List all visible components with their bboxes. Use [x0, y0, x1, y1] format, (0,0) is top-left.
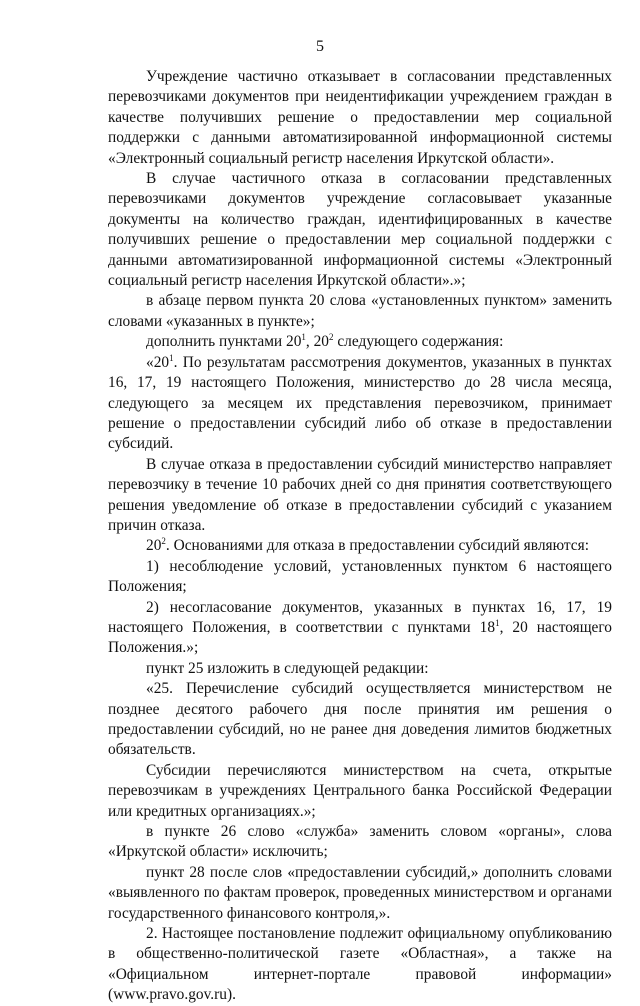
paragraph — [108, 924, 612, 1006]
paragraph — [108, 863, 612, 924]
paragraph-text: 2. Настоящее постановление подлежит официальному опубликованию в общественно-политической газете «Областная», а также на «Официальном интернет-портале правовой информации» (www.pravo.gov.ru). — [108, 925, 612, 1004]
paragraph — [108, 169, 612, 291]
superscript: 2 — [329, 332, 334, 343]
paragraph-text: , 20 — [305, 333, 329, 351]
paragraph-text: В случае частичного отказа в согласовании представленных перевозчиками документов учреждение согласовывает указанные документы на количество граждан, идентифицированных в качестве получивших решение о предоставлении мер социальной поддержки с данными автоматизированной информационной системы «Электронный социальный регистр населения Иркутской области».»; — [108, 170, 612, 290]
document-body — [108, 67, 612, 1006]
paragraph — [108, 291, 612, 332]
paragraph — [108, 332, 612, 352]
paragraph — [108, 557, 612, 598]
paragraph-text: в абзаце первом пункта 20 слова «установленных пунктом» заменить словами «указанных в пункте»; — [108, 292, 612, 330]
superscript: 1 — [301, 332, 306, 343]
paragraph — [108, 353, 612, 455]
paragraph — [108, 455, 612, 537]
paragraph — [108, 659, 612, 679]
superscript: 2 — [161, 536, 166, 547]
paragraph-text: 2) несогласование документов, указанных в пунктах 16, 17, 19 настоящего Положения, в соответствии с пунктами 18 — [108, 598, 612, 636]
paragraph-text: пункт 28 после слов «предоставлении субсидий,» дополнить словами «выявленного по фактам проверок, проведенных министерством и органами государственного финансового контроля,». — [108, 863, 612, 922]
paragraph-text: Учреждение частично отказывает в согласовании представленных перевозчиками документов при неидентификации учреждением граждан в качестве получивших решение о предоставлении мер социальной поддержки с данными автоматизированной информационной системы «Электронный социальный регистр населения Иркутской области». — [108, 68, 612, 167]
superscript: 1 — [495, 617, 500, 628]
paragraph — [108, 679, 612, 761]
paragraph-text: . Основаниями для отказа в предоставлении субсидий являются: — [165, 537, 589, 555]
paragraph-text: 1) несоблюдение условий, установленных пунктом 6 настоящего Положения; — [108, 557, 612, 596]
paragraph-text: 20 — [146, 537, 162, 555]
page-number: 5 — [316, 38, 324, 55]
paragraph-text: дополнить пунктами 20 — [146, 333, 302, 351]
superscript: 1 — [169, 352, 174, 363]
paragraph — [108, 822, 612, 863]
paragraph-text: В случае отказа в предоставлении субсидий министерство направляет перевозчику в течение 10 рабочих дней со дня принятия соответствующего решения уведомление об отказе в предоставлении субсидий с указанием причин отказа. — [108, 455, 612, 534]
paragraph-text: , 20 настоящего Положения.»; — [108, 618, 612, 657]
paragraph-text: пункт 25 изложить в следующей редакции: — [146, 659, 429, 677]
paragraph — [108, 598, 612, 659]
paragraph — [108, 761, 612, 822]
paragraph-text: . По результатам рассмотрения документов, указанных в пунктах 16, 17, 19 настоящего Положения, министерство до 28 числа месяца, следующего за месяцем их представления перевозчиком, принимает решение о предоставлении субсидий либо об отказе в предоставлении субсидий. — [108, 353, 612, 453]
paragraph-text: Субсидии перечисляются министерством на счета, открытые перевозчикам в учреждениях Центрального банка Российской Федерации или кредитных организациях.»; — [108, 761, 612, 820]
paragraph — [108, 536, 612, 556]
paragraph-text: «25. Перечисление субсидий осуществляется министерством не позднее десятого рабочего дня после принятия им решения о предоставлении субсидий, но не ранее дня доведения лимитов бюджетных обязательств. — [108, 680, 612, 759]
paragraph-text: следующего содержания: — [333, 333, 504, 351]
paragraph-text: в пункте 26 слово «служба» заменить словом «органы», слова «Иркутской области» исключить; — [108, 823, 612, 861]
paragraph — [108, 67, 612, 169]
paragraph-text: «20 — [146, 353, 170, 371]
